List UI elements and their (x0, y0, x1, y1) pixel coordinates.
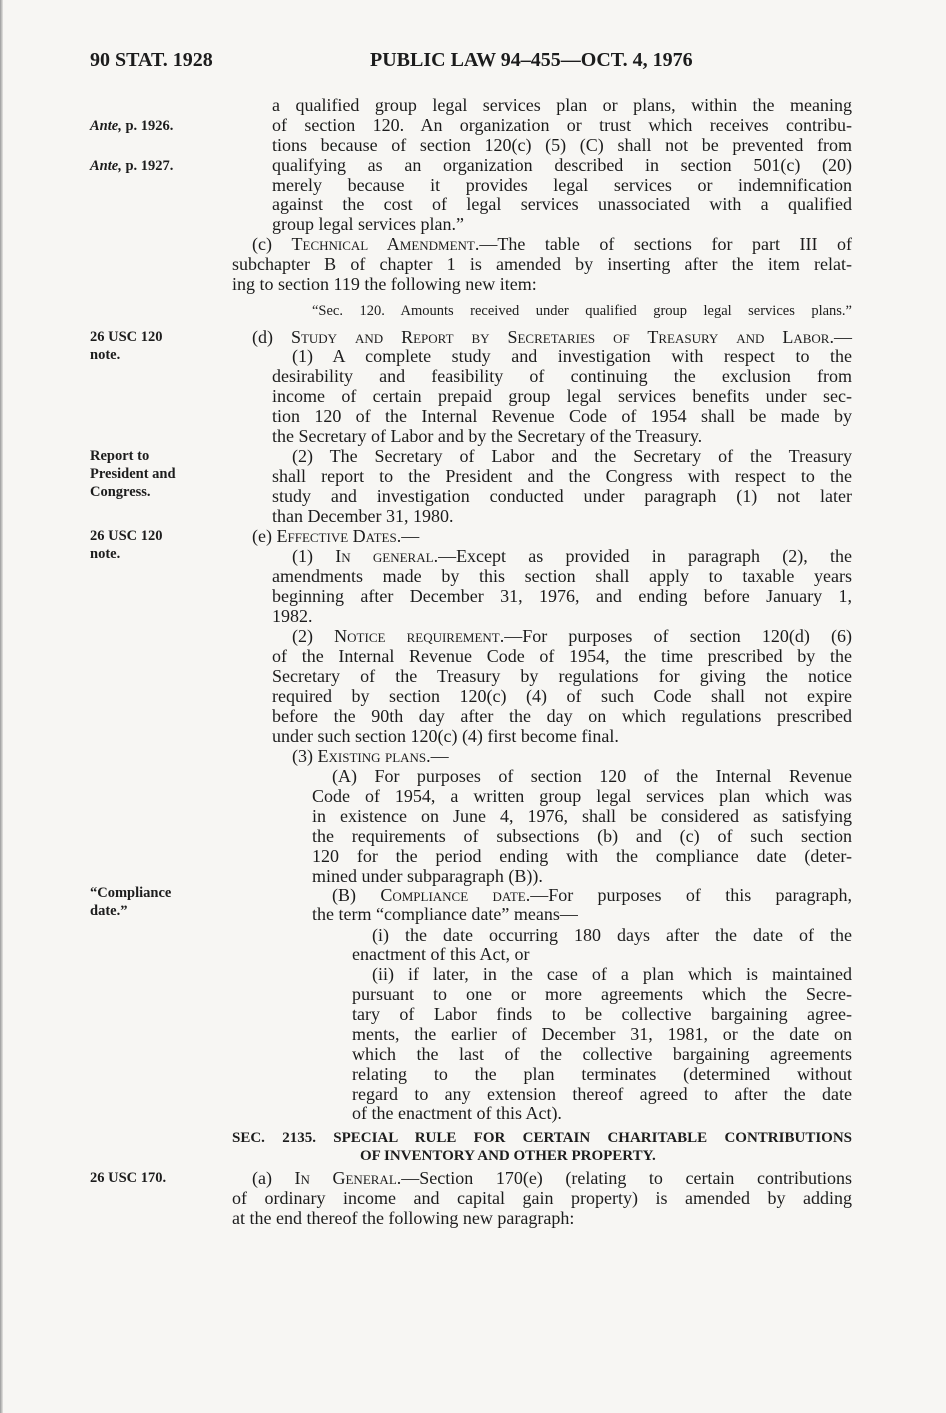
margin-note-report: President and (90, 466, 176, 482)
text-line: mined under subparagraph (B)). (312, 866, 543, 886)
paragraph-label: (2) (292, 626, 335, 646)
paragraph-label: (1) (292, 546, 336, 566)
text-line: the term “compliance date” means— (312, 904, 578, 924)
subsection-heading: Study and Report by Secretaries of Treasury and Labor (290, 327, 830, 347)
text-line: shall report to the President and the Congress with respect to the (272, 466, 852, 486)
text-line: study and investigation conducted under paragraph (1) not later (272, 486, 852, 506)
text-run: .—Section 170(e) (relating to certain contributions (396, 1168, 852, 1188)
margin-note-usc-120: 26 USC 120 (90, 528, 163, 544)
text-line: 1982. (272, 606, 313, 626)
text-line: 120 for the period ending with the compliance date (deter- (312, 846, 852, 866)
text-line: tions because of section 120(c) (5) (C) shall not be prevented from (272, 135, 852, 155)
margin-note-ante: Ante, (90, 158, 122, 174)
text-line: required by section 120(c) (4) of such Code shall not expire (272, 686, 852, 706)
margin-note-page: p. 1927. (121, 158, 174, 174)
text-line: Code of 1954, a written group legal services plan which was (312, 786, 852, 806)
text-line: pursuant to one or more agreements which the Secre- (352, 984, 852, 1004)
text-line: relating to the plan terminates (determined without (352, 1064, 852, 1084)
subparagraph-label: (B) (332, 885, 381, 905)
margin-note-usc-120-note: note. (90, 546, 121, 562)
text-line: of the Internal Revenue Code of 1954, the time prescribed by the (272, 646, 852, 666)
text-line (292, 626, 852, 646)
text-run: .— (426, 746, 449, 766)
text-line: of ordinary income and capital gain property) is amended by adding (232, 1188, 852, 1208)
section-heading: OF INVENTORY AND OTHER PROPERTY. (360, 1148, 656, 1164)
margin-note-usc-120-note: note. (90, 347, 121, 363)
text-line: (A) For purposes of section 120 of the Internal Revenue (332, 766, 852, 786)
text-line: regard to any extension thereof agreed to after the date (352, 1084, 852, 1104)
scan-edge (0, 0, 3, 1413)
text-line (252, 526, 852, 546)
text-line: qualifying as an organization described in section 501(c) (20) (272, 155, 852, 175)
subparagraph-heading: Compliance date (380, 885, 526, 905)
text-line: before the 90th day after the day on which regulations prescribed (272, 706, 852, 726)
margin-note-usc-120: 26 USC 120 (90, 329, 163, 345)
subsection-heading: Effective Dates (276, 526, 397, 546)
text-line: merely because it provides legal services or indemnification (272, 175, 852, 195)
text-line (252, 1168, 852, 1188)
text-line (332, 885, 852, 905)
paragraph-heading: In general (335, 546, 434, 566)
text-run: .—For purposes of this paragraph, (525, 885, 852, 905)
text-line: Secretary of the Treasury by regulations for giving the notice (272, 666, 852, 686)
text-line: enactment of this Act, or (352, 944, 530, 964)
margin-note-page: p. 1926. (121, 118, 174, 134)
subsection-heading: Technical Amendment (291, 234, 475, 254)
text-line (292, 746, 852, 766)
paragraph-label: (3) (292, 746, 318, 766)
stat-page-number: 90 STAT. 1928 (90, 49, 213, 71)
text-line: in existence on June 4, 1976, shall be considered as satisfying (312, 806, 852, 826)
text-line: against the cost of legal services unassociated with a qualified (272, 194, 852, 214)
text-line: tion 120 of the Internal Revenue Code of 1954 shall be made by (272, 406, 852, 426)
subsection-label: (e) (252, 526, 277, 546)
text-line: (1) A complete study and investigation with respect to the (292, 346, 852, 366)
subsection-heading: In General (294, 1168, 397, 1188)
text-line: ments, the earlier of December 31, 1981, or the date on (352, 1024, 852, 1044)
text-line: the requirements of subsections (b) and (c) of such section (312, 826, 852, 846)
text-line: at the end thereof the following new paragraph: (232, 1208, 575, 1228)
margin-note-compliance-date: date.” (90, 903, 128, 919)
text-run: .—Except as provided in paragraph (2), the (433, 546, 852, 566)
subsection-label: (a) (252, 1168, 295, 1188)
text-line: (i) the date occurring 180 days after the date of the (372, 925, 852, 945)
text-line: (ii) if later, in the case of a plan which is maintained (372, 964, 852, 984)
text-line (252, 234, 852, 254)
text-line: amendments made by this section shall apply to taxable years (272, 566, 852, 586)
margin-note-report: Congress. (90, 484, 151, 500)
paragraph-heading: Existing plans (317, 746, 427, 766)
text-line (292, 546, 852, 566)
text-run: .— (396, 526, 420, 546)
text-line: subchapter B of chapter 1 is amended by inserting after the item relat- (232, 254, 852, 274)
subsection-label: (d) (252, 327, 291, 347)
text-run: .—For purposes of section 120(d) (6) (499, 626, 852, 646)
paragraph-heading: Notice requirement (334, 626, 500, 646)
text-line: ing to section 119 the following new item: (232, 274, 537, 294)
text-line: the Secretary of Labor and by the Secretary of the Treasury. (272, 426, 703, 446)
margin-note-ante-1927 (90, 157, 173, 175)
margin-note-usc-170: 26 USC 170. (90, 1170, 167, 1186)
text-run: .— (829, 327, 852, 347)
text-line: under such section 120(c) (4) first become final. (272, 726, 619, 746)
text-line: of the enactment of this Act). (352, 1103, 562, 1123)
text-line: beginning after December 31, 1976, and ending before January 1, (272, 586, 852, 606)
text-line (252, 327, 852, 347)
text-line: group legal services plan.” (272, 214, 464, 234)
text-run: .—The table of sections for part III of (474, 234, 852, 254)
text-line: than December 31, 1980. (272, 506, 454, 526)
public-law-title: PUBLIC LAW 94–455—OCT. 4, 1976 (370, 49, 693, 71)
text-line: a qualified group legal services plan or plans, within the meaning (272, 95, 852, 115)
text-line: which the last of the collective bargaining agreements (352, 1044, 852, 1064)
text-line: income of certain prepaid group legal services benefits under sec- (272, 386, 852, 406)
text-line: desirability and feasibility of continuing the exclusion from (272, 366, 852, 386)
section-heading: SEC. 2135. SPECIAL RULE FOR CERTAIN CHARITABLE CONTRIBUTIONS (232, 1130, 852, 1146)
table-of-sections-item: “Sec. 120. Amounts received under qualified group legal services plans.” (312, 303, 852, 319)
text-line: (2) The Secretary of Labor and the Secretary of the Treasury (292, 446, 852, 466)
margin-note-ante: Ante, (90, 118, 122, 134)
subsection-label: (c) (252, 234, 292, 254)
margin-note-report: Report to (90, 448, 150, 464)
text-line: of section 120. An organization or trust which receives contribu- (272, 115, 852, 135)
margin-note-compliance-date: “Compliance (90, 885, 172, 901)
margin-note-ante-1926 (90, 117, 173, 135)
text-line: tary of Labor finds to be collective bargaining agree- (352, 1004, 852, 1024)
